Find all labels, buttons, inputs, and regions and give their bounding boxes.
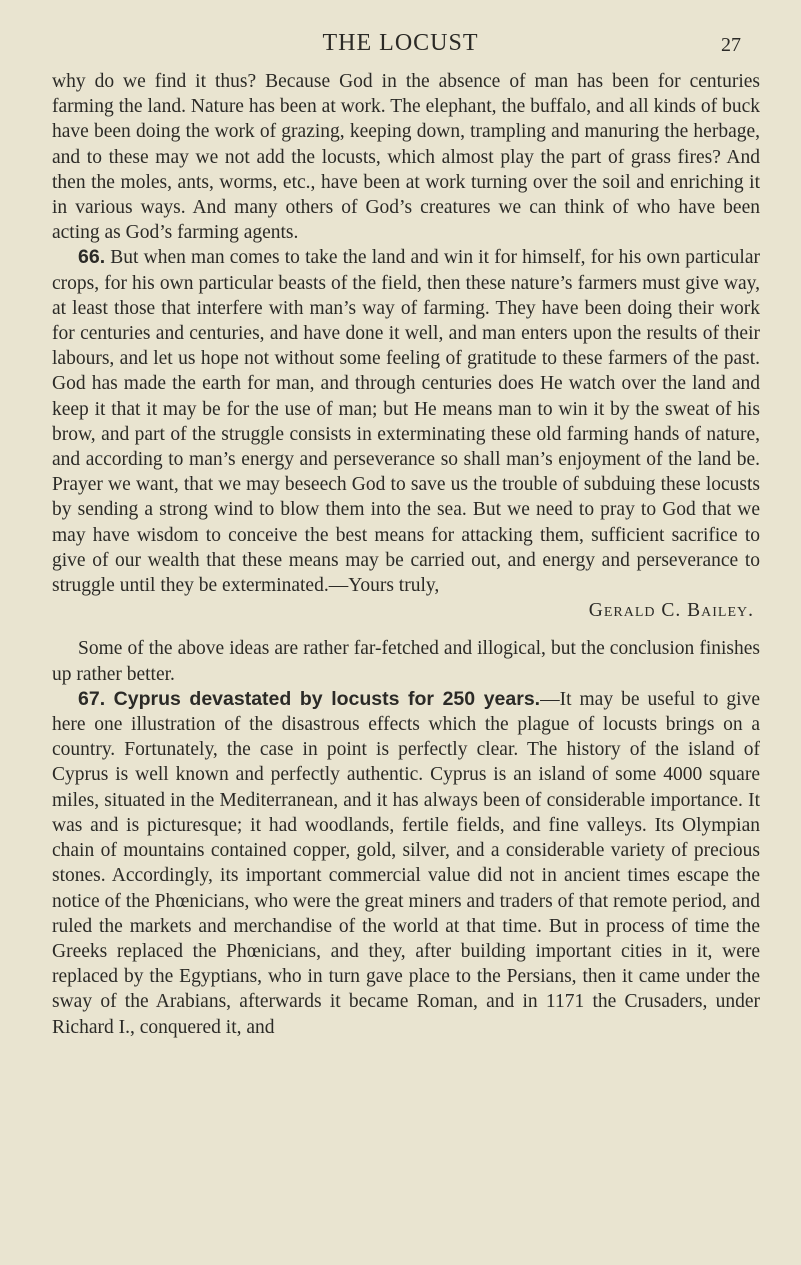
spacer <box>52 623 760 636</box>
paragraph-number: 66. <box>78 246 106 269</box>
section-heading: Cyprus devastated by locusts for 250 years. <box>105 687 541 710</box>
paragraph-text: But when man comes to take the land and win it for himself, for his own particular crops, for his own particular beasts of the field, then these nature’s farmers must give way, at least those that interfere with man’s way of farming. They have been doing their work for centuries and centuries, and have done it well, and man enters upon the results of their labours, and let us hope not without some feeling of gratitude to these farmers of the past. God has made the earth for man, and through centuries does He watch over the land and keep it that it may be for the use of man; but He means man to win it by the sweat of his brow, and part of the struggle consists in exterminating these old farming hands of nature, and according to man’s energy and perseverance so shall man’s enjoyment of the land be. Prayer we want, that we may beseech God to save us the trouble of subduing these locusts by sending a strong wind to blow them into the sea. But we need to pray to God that we may have wisdom to conceive the best means for attacking them, sufficient sacrifice to give of our wealth that these means may be carried out, and energy and perseverance to struggle until they be exterminated.—Yours truly, <box>52 247 760 597</box>
page-body <box>52 69 760 1040</box>
running-header <box>0 30 801 57</box>
paragraph-67 <box>52 687 760 1040</box>
paragraph-commentary: Some of the above ideas are rather far-fetched and illogical, but the conclusion finishes up rather better. <box>52 638 760 685</box>
signature: Gerald C. Bailey. <box>588 600 754 622</box>
paragraph-66 <box>52 245 760 598</box>
page-number: 27 <box>721 34 741 56</box>
paragraph-number: 67. <box>78 687 106 710</box>
paragraph-text: —It may be useful to give here one illustration of the disastrous effects which the plague of locusts brings on a country. Fortunately, the case in point is perfectly clear. The history of the island of Cyprus is well known and perfectly authentic. Cyprus is an island of some 4000 square miles, situated in the Mediterranean, and it has always been of considerable importance. It was and is picturesque; it had woodlands, fertile fields, and fine valleys. Its Olympian chain of mountains contained copper, gold, silver, and a considerable variety of precious stones. Accordingly, its important commercial value did not in ancient times escape the notice of the Phœnicians, who were the great miners and traders of that remote period, and ruled the markets and merchandise of the world at that time. But in process of time the Greeks replaced the Phœnicians, and they, after building important cities in it, were replaced by the Egyptians, who in turn gave place to the Persians, then it came under the sway of the Arabians, afterwards it became Roman, and in 1171 the Crusaders, under Richard I., conquered it, and <box>52 688 760 1038</box>
running-title: THE LOCUST <box>322 30 479 56</box>
paragraph-continued: why do we find it thus? Because God in the absence of man has been for centuries farming the land. Nature has been at work. The elephant, the buffalo, and all kinds of buck have been doing the work of grazing, keeping down, trampling and manuring the herbage, and to these may we not add the locusts, which almost play the part of grass fires? And then the moles, ants, worms, etc., have been at work turning over the soil and enriching it in various ways. And many others of God’s creatures we can think of who have been acting as God’s farming agents. <box>52 71 760 244</box>
